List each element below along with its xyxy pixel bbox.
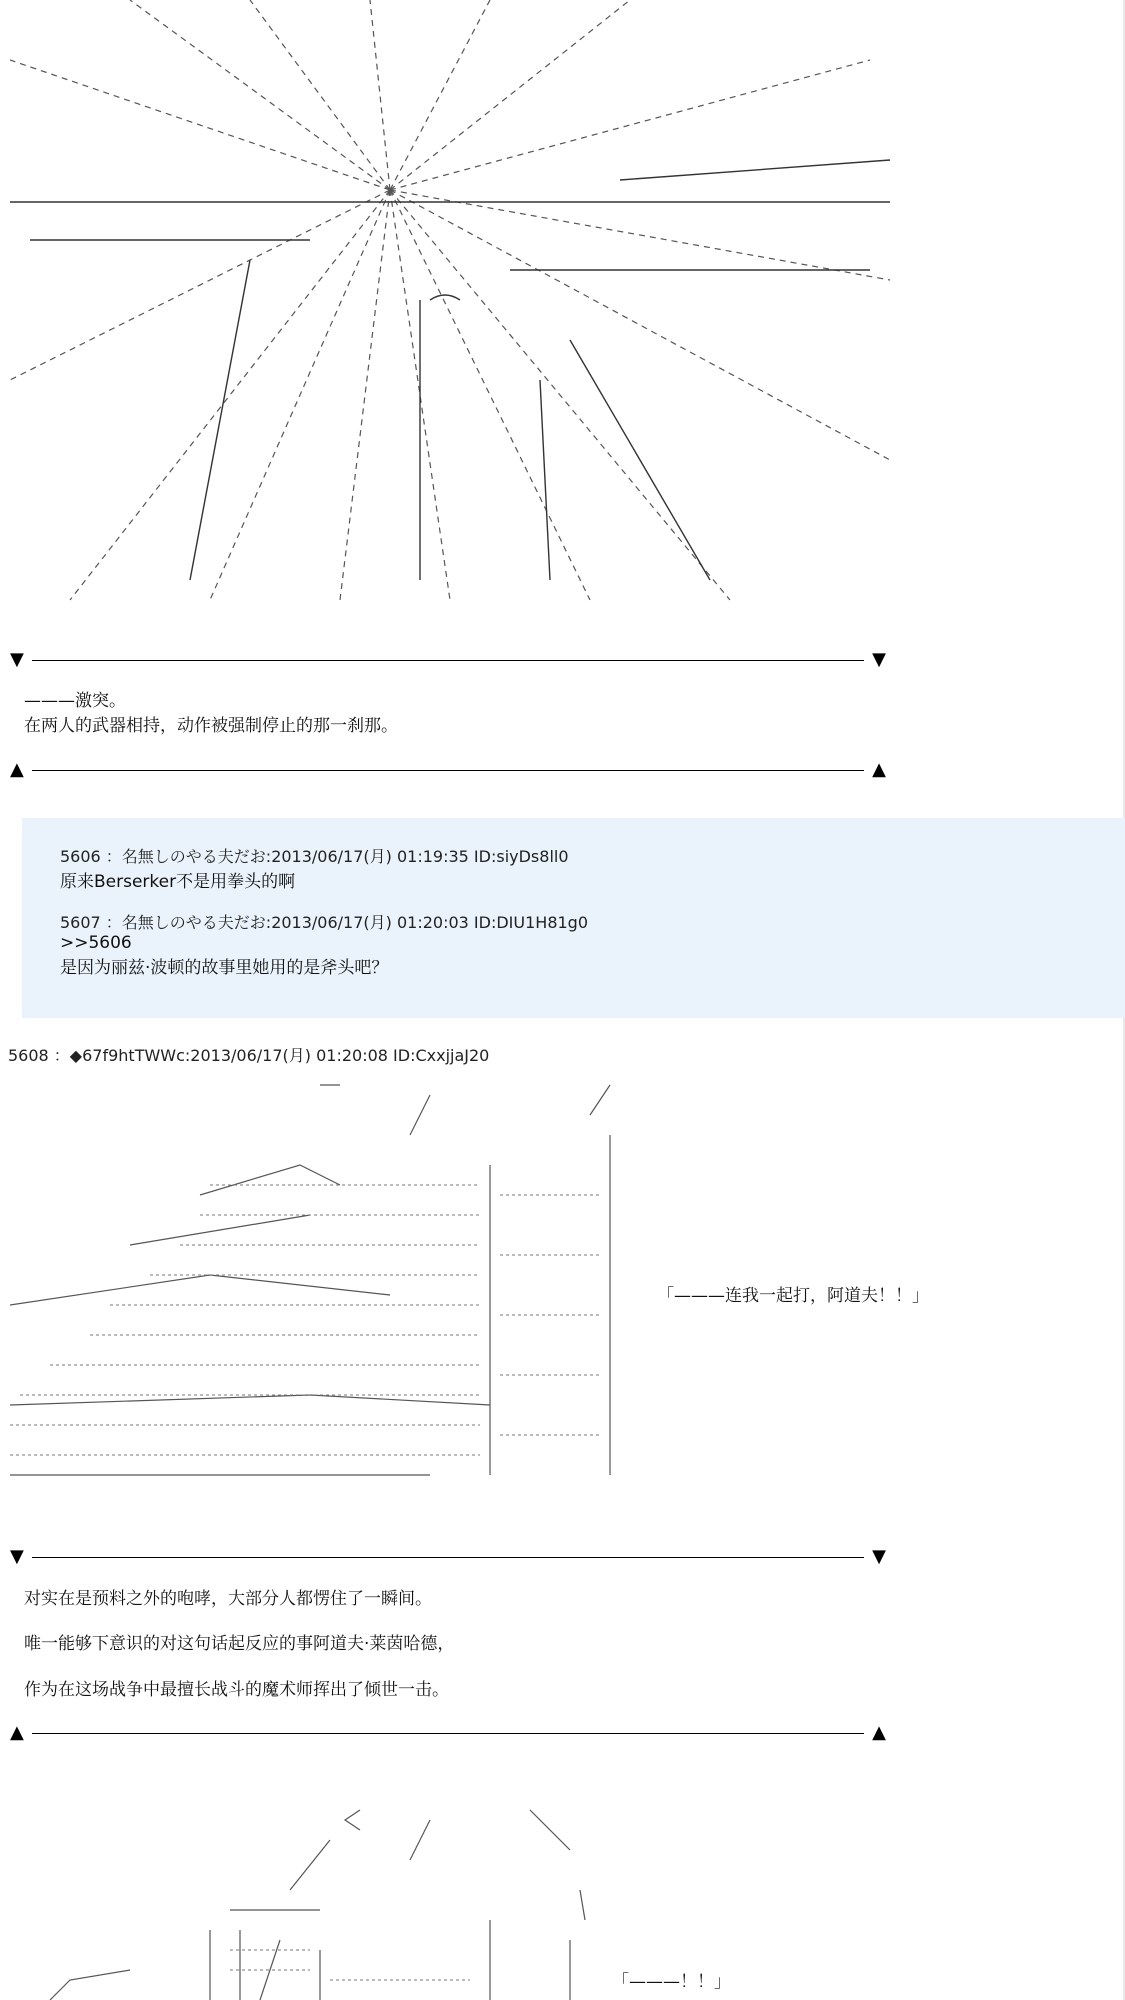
ascii-art-clash-icon <box>10 0 890 610</box>
post-header: 5608 ：◆67f9htTWWc:2013/06/17(月) 01:20:08 ID:CxxjjaJ20 <box>8 1046 490 1065</box>
comment-5607 <box>60 910 588 978</box>
up-triangle-icon: ▲ <box>10 1722 24 1743</box>
character-speech: 「———连我一起打，阿道夫！！」 <box>657 1286 929 1306</box>
down-triangle-icon: ▼ <box>10 649 24 670</box>
up-triangle-icon: ▲ <box>10 759 24 780</box>
ascii-art-berserker-icon <box>10 1075 890 1485</box>
comment-reply-link[interactable]: >>5606 <box>60 933 132 953</box>
narration-line: 在两人的武器相持，动作被强制停止的那一刹那。 <box>24 716 398 736</box>
down-triangle-icon: ▼ <box>872 1546 886 1567</box>
character-speech: 「———！！」 <box>612 1972 731 1992</box>
section-divider-top <box>10 1722 886 1744</box>
narration-line: 唯一能够下意识的对这句话起反应的事阿道夫·莱茵哈德， <box>24 1634 455 1654</box>
comment-body: 原来Berserker不是用拳头的啊 <box>60 872 296 892</box>
comment-header: 5606 ：名無しのやる夫だお:2013/06/17(月) 01:19:35 ID:siyDs8ll0 <box>60 847 569 866</box>
comment-5606 <box>60 844 569 892</box>
up-triangle-icon: ▲ <box>872 759 886 780</box>
section-divider-top <box>10 759 886 781</box>
down-triangle-icon: ▼ <box>872 649 886 670</box>
down-triangle-icon: ▼ <box>10 1546 24 1567</box>
clash-ascii-art <box>10 0 890 610</box>
comment-body: 是因为丽兹·波顿的故事里她用的是斧头吧？ <box>60 958 389 978</box>
narration-line: 作为在这场战争中最擅长战斗的魔术师挥出了倾世一击。 <box>24 1680 449 1700</box>
aftermath-ascii-art <box>10 1800 890 2000</box>
section-divider-bottom <box>10 649 886 671</box>
quoted-comments-box <box>22 818 1125 1018</box>
narration-line: 对实在是预料之外的咆哮，大部分人都愣住了一瞬间。 <box>24 1589 432 1609</box>
section-divider-bottom <box>10 1546 886 1568</box>
comment-header: 5607 ：名無しのやる夫だお:2013/06/17(月) 01:20:03 ID:DIU1H81g0 <box>60 913 589 932</box>
berserker-ascii-art <box>10 1075 890 1485</box>
narration-line: ———激突。 <box>24 691 126 711</box>
ascii-art-aftermath-icon <box>10 1800 890 2000</box>
up-triangle-icon: ▲ <box>872 1722 886 1743</box>
